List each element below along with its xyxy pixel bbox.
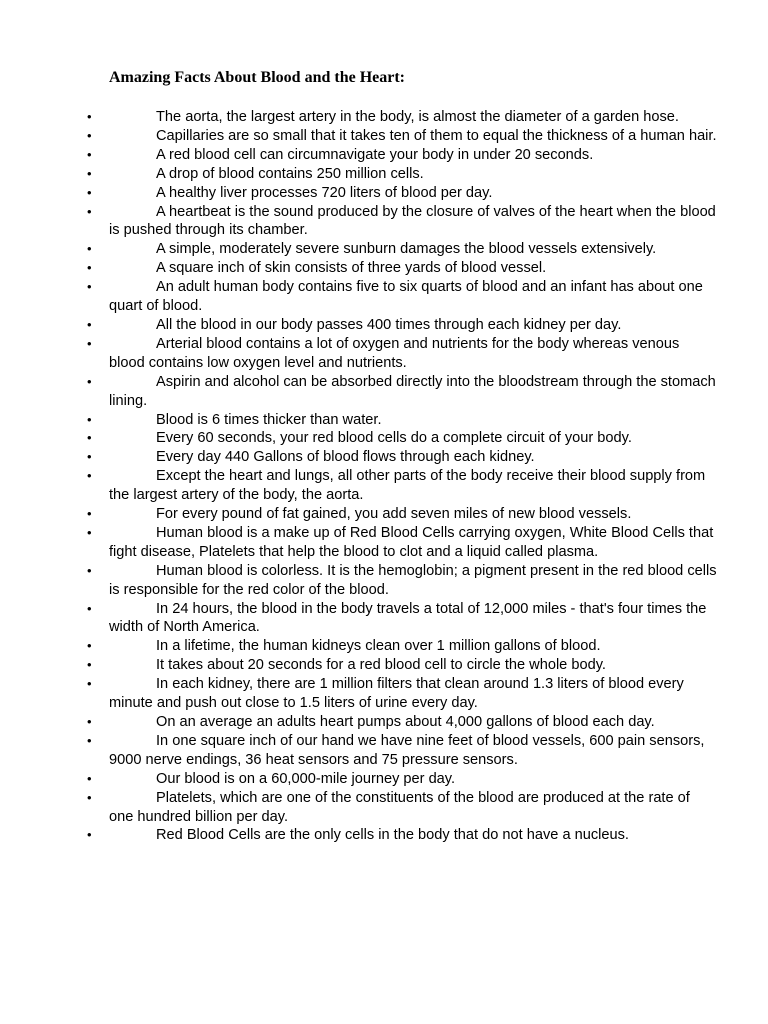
fact-text: On an average an adults heart pumps about 4,000 gallons of blood each day. — [156, 714, 655, 730]
list-item — [0, 826, 768, 845]
list-item — [0, 600, 768, 638]
fact-text: Red Blood Cells are the only cells in the body that do not have a nucleus. — [156, 827, 629, 844]
bullet-icon: • — [87, 789, 92, 805]
fact-text: Except the heart and lungs, all other parts of the body receive their blood supply from the largest artery of the body, the aorta. — [109, 468, 706, 504]
bullet-icon: • — [87, 506, 92, 522]
list-item — [0, 732, 768, 770]
bullet-icon: • — [87, 184, 92, 200]
bullet-icon: • — [87, 411, 92, 427]
fact-text: In 24 hours, the blood in the body travels a total of 12,000 miles - that's four times the width of North America. — [109, 600, 707, 636]
list-item — [0, 524, 768, 562]
list-item — [0, 335, 768, 373]
list-item — [0, 373, 768, 411]
bullet-icon: • — [87, 127, 92, 143]
bullet-icon: • — [87, 165, 92, 181]
document-title: Amazing Facts About Blood and the Heart: — [109, 69, 405, 86]
list-item — [0, 770, 768, 789]
fact-text: Arterial blood contains a lot of oxygen and nutrients for the body whereas venous blood contains low oxygen level and nutrients. — [109, 335, 680, 371]
fact-text: The aorta, the largest artery in the body, is almost the diameter of a garden hose. — [156, 109, 679, 125]
fact-text: Blood is 6 times thicker than water. — [156, 411, 382, 428]
fact-text: Every day 440 Gallons of blood flows through each kidney. — [156, 449, 535, 466]
bullet-icon: • — [87, 449, 92, 465]
fact-text: A square inch of skin consists of three yards of blood vessel. — [156, 260, 547, 277]
fact-text: A healthy liver processes 720 liters of blood per day. — [156, 184, 493, 201]
list-item — [0, 505, 768, 524]
bullet-icon: • — [87, 335, 92, 351]
fact-text: Capillaries are so small that it takes ten of them to equal the thickness of a human hair. — [156, 127, 717, 144]
fact-text: Our blood is on a 60,000-mile journey per day. — [156, 770, 456, 787]
bullet-icon: • — [87, 260, 92, 276]
list-item — [0, 108, 768, 127]
list-item — [0, 278, 768, 316]
list-item — [0, 240, 768, 259]
fact-text: In a lifetime, the human kidneys clean over 1 million gallons of blood. — [156, 638, 601, 655]
bullet-icon: • — [87, 827, 92, 843]
bullet-icon: • — [87, 373, 92, 389]
list-item — [0, 562, 768, 600]
fact-text: A simple, moderately severe sunburn damages the blood vessels extensively. — [156, 241, 657, 258]
bullet-icon: • — [87, 109, 92, 124]
list-item — [0, 656, 768, 675]
bullet-icon: • — [87, 524, 92, 540]
facts-list — [0, 108, 768, 845]
bullet-icon: • — [87, 468, 92, 484]
bullet-icon: • — [87, 638, 92, 654]
fact-text: For every pound of fat gained, you add seven miles of new blood vessels. — [156, 506, 632, 523]
list-item — [0, 411, 768, 430]
bullet-icon: • — [87, 146, 92, 162]
fact-text: A drop of blood contains 250 million cells. — [156, 165, 424, 182]
list-item — [0, 467, 768, 505]
bullet-icon: • — [87, 430, 92, 446]
bullet-icon: • — [87, 732, 92, 748]
bullet-icon: • — [87, 770, 92, 786]
list-item — [0, 789, 768, 827]
bullet-icon: • — [87, 316, 92, 332]
list-item — [0, 448, 768, 467]
bullet-icon: • — [87, 657, 92, 673]
list-item — [0, 165, 768, 184]
bullet-icon: • — [87, 714, 92, 729]
list-item — [0, 429, 768, 448]
fact-text: It takes about 20 seconds for a red blood cell to circle the whole body. — [156, 657, 606, 674]
fact-text: Platelets, which are one of the constituents of the blood are produced at the rate of one hundred billion per day. — [109, 789, 690, 825]
list-item — [0, 127, 768, 146]
list-item — [0, 203, 768, 241]
fact-text: Human blood is a make up of Red Blood Cells carrying oxygen, White Blood Cells that fight disease, Platelets that help the blood to clot and a liquid called plasma. — [109, 524, 714, 560]
fact-text: In each kidney, there are 1 million filters that clean around 1.3 liters of blood every minute and push out close to 1.5 liters of urine every day. — [109, 676, 684, 712]
list-item — [0, 184, 768, 203]
list-item — [0, 259, 768, 278]
fact-text: An adult human body contains five to six quarts of blood and an infant has about one quart of blood. — [109, 279, 703, 315]
bullet-icon: • — [87, 203, 92, 219]
fact-text: All the blood in our body passes 400 times through each kidney per day. — [156, 316, 622, 333]
list-item — [0, 637, 768, 656]
list-item — [0, 713, 768, 732]
bullet-icon: • — [87, 562, 92, 578]
fact-text: Aspirin and alcohol can be absorbed directly into the bloodstream through the stomach lining. — [109, 373, 716, 409]
fact-text: In one square inch of our hand we have nine feet of blood vessels, 600 pain sensors, 9000 nerve endings, 36 heat sensors and 75 pressure sensors. — [109, 732, 705, 768]
bullet-icon: • — [87, 279, 92, 295]
list-item — [0, 146, 768, 165]
list-item — [0, 675, 768, 713]
fact-text: Every 60 seconds, your red blood cells do a complete circuit of your body. — [156, 430, 632, 447]
bullet-icon: • — [87, 676, 92, 692]
fact-text: Human blood is colorless. It is the hemoglobin; a pigment present in the red blood cells is responsible for the red color of the blood. — [109, 562, 717, 598]
fact-text: A heartbeat is the sound produced by the closure of valves of the heart when the blood is pushed through its chamber. — [109, 203, 716, 239]
list-item — [0, 316, 768, 335]
bullet-icon: • — [87, 600, 92, 616]
bullet-icon: • — [87, 241, 92, 257]
fact-text: A red blood cell can circumnavigate your body in under 20 seconds. — [156, 146, 594, 163]
